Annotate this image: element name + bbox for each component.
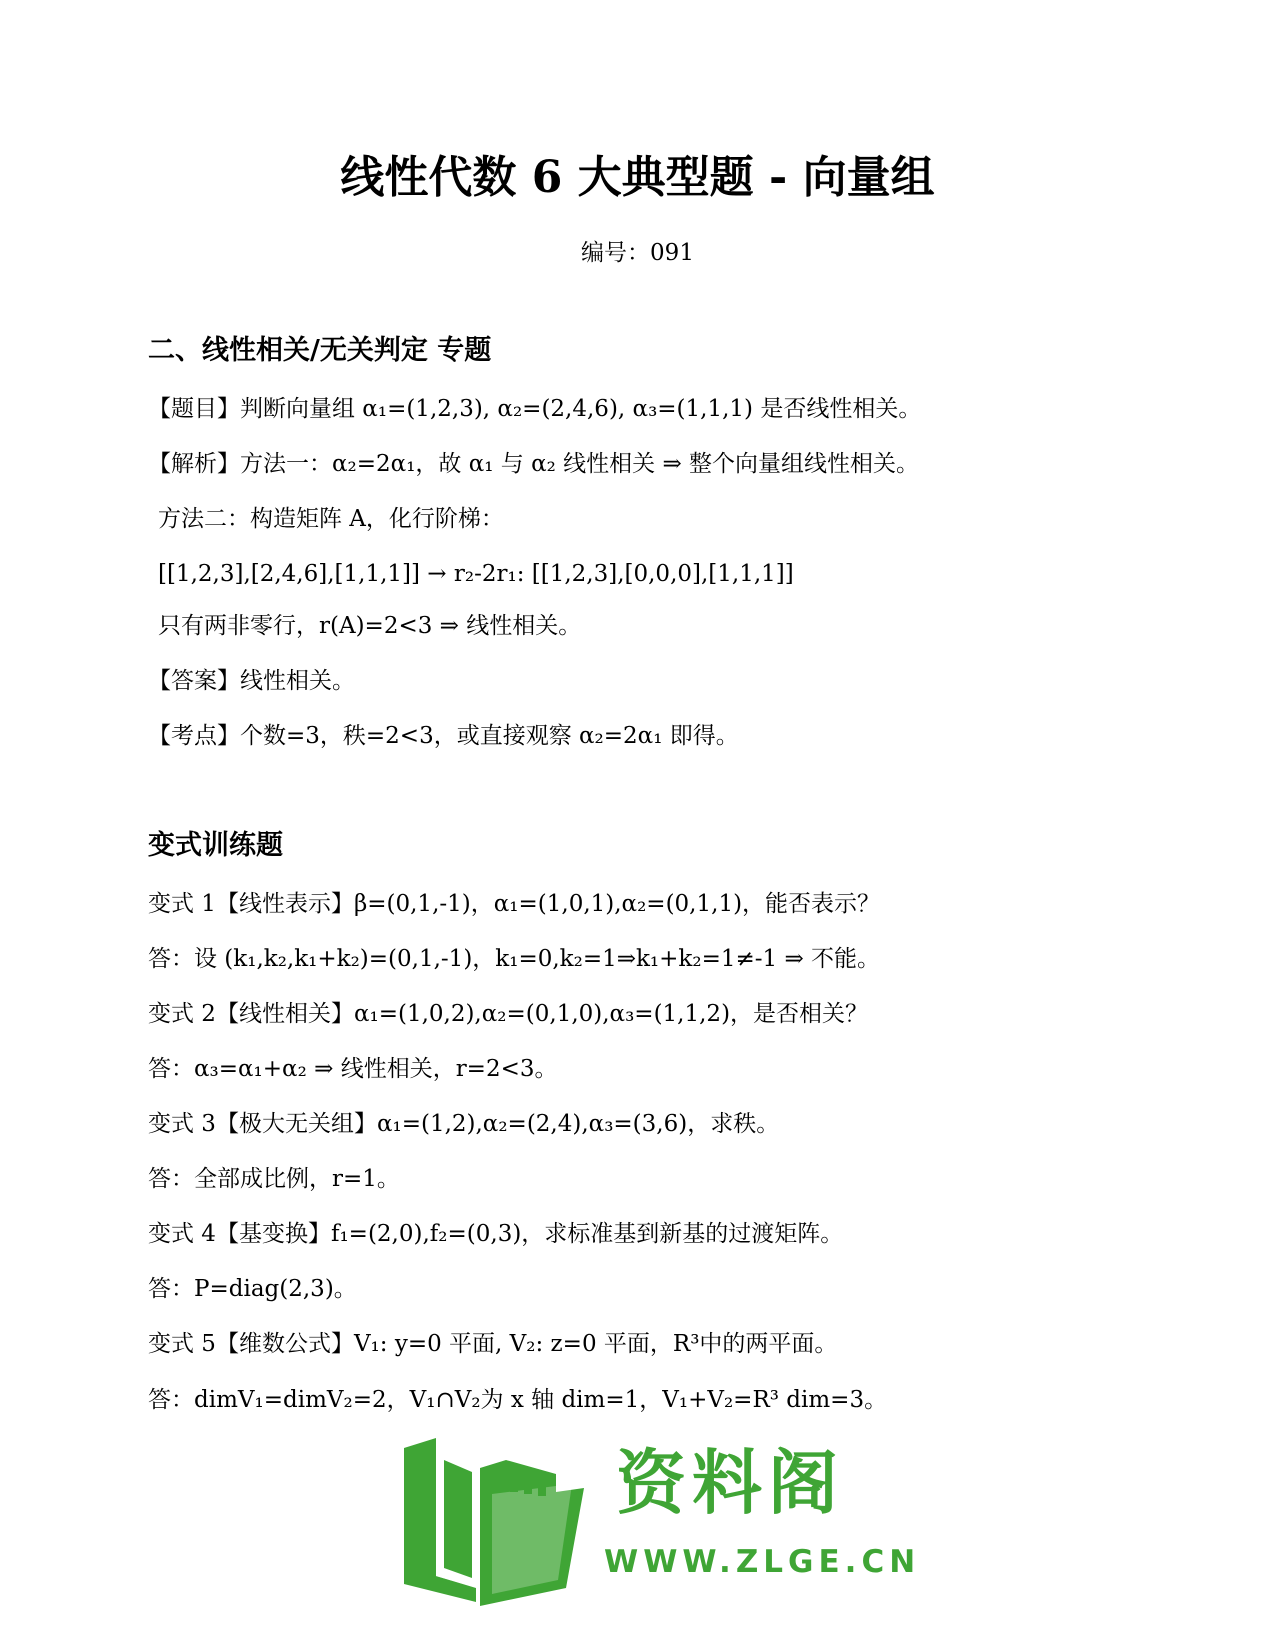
variant-3-answer: 答：全部成比例，r=1。: [148, 1166, 400, 1192]
book-folder-icon: [396, 1438, 596, 1610]
variant-5-question: 变式 5【维数公式】V₁: y=0 平面, V₂: z=0 平面，R³中的两平面。: [148, 1331, 838, 1357]
document-serial-number: 编号：091: [581, 240, 694, 266]
variant-2-question: 变式 2【线性相关】α₁=(1,0,2),α₂=(0,1,0),α₃=(1,1,2)，是否相关？: [148, 1001, 869, 1027]
watermark-logo: [396, 1438, 921, 1610]
variant-4-question: 变式 4【基变换】f₁=(2,0),f₂=(0,3)，求标准基到新基的过渡矩阵。: [148, 1221, 844, 1247]
key-point-line: 【考点】个数=3，秩=2<3，或直接观察 α₂=2α₁ 即得。: [148, 723, 739, 749]
section-heading: 二、线性相关/无关判定 专题: [148, 335, 492, 366]
rank-conclusion: 只有两非零行，r(A)=2<3 ⇒ 线性相关。: [158, 613, 582, 639]
problem-statement: 【题目】判断向量组 α₁=(1,2,3), α₂=(2,4,6), α₃=(1,1,1) 是否线性相关。: [148, 396, 922, 422]
answer-line: 【答案】线性相关。: [148, 668, 355, 694]
variant-1-answer: 答：设 (k₁,k₂,k₁+k₂)=(0,1,-1)，k₁=0,k₂=1⇒k₁+k₂=1≠-1 ⇒ 不能。: [148, 946, 881, 972]
analysis-method-one: 【解析】方法一：α₂=2α₁，故 α₁ 与 α₂ 线性相关 ⇒ 整个向量组线性相关。: [148, 451, 920, 477]
variant-4-answer: 答：P=diag(2,3)。: [148, 1276, 357, 1302]
watermark-url-text: WWW.ZLGE.CN: [604, 1544, 921, 1580]
variant-2-answer: 答：α₃=α₁+α₂ ⇒ 线性相关，r=2<3。: [148, 1056, 558, 1082]
document-title: 线性代数 6 大典型题 - 向量组: [340, 152, 935, 203]
matrix-reduction: [[1,2,3],[2,4,6],[1,1,1]] → r₂-2r₁: [[1,2,3],[0,0,0],[1,1,1]]: [158, 561, 794, 587]
variants-heading: 变式训练题: [148, 830, 283, 861]
watermark-brand-text: 资料阁: [616, 1442, 844, 1524]
analysis-method-two: 方法二：构造矩阵 A，化行阶梯：: [158, 506, 504, 532]
variant-1-question: 变式 1【线性表示】β=(0,1,-1)，α₁=(1,0,1),α₂=(0,1,1)，能否表示？: [148, 891, 881, 917]
variant-3-question: 变式 3【极大无关组】α₁=(1,2),α₂=(2,4),α₃=(3,6)，求秩。: [148, 1111, 780, 1137]
variant-5-answer: 答：dimV₁=dimV₂=2，V₁∩V₂为 x 轴 dim=1，V₁+V₂=R³ dim=3。: [148, 1387, 888, 1413]
